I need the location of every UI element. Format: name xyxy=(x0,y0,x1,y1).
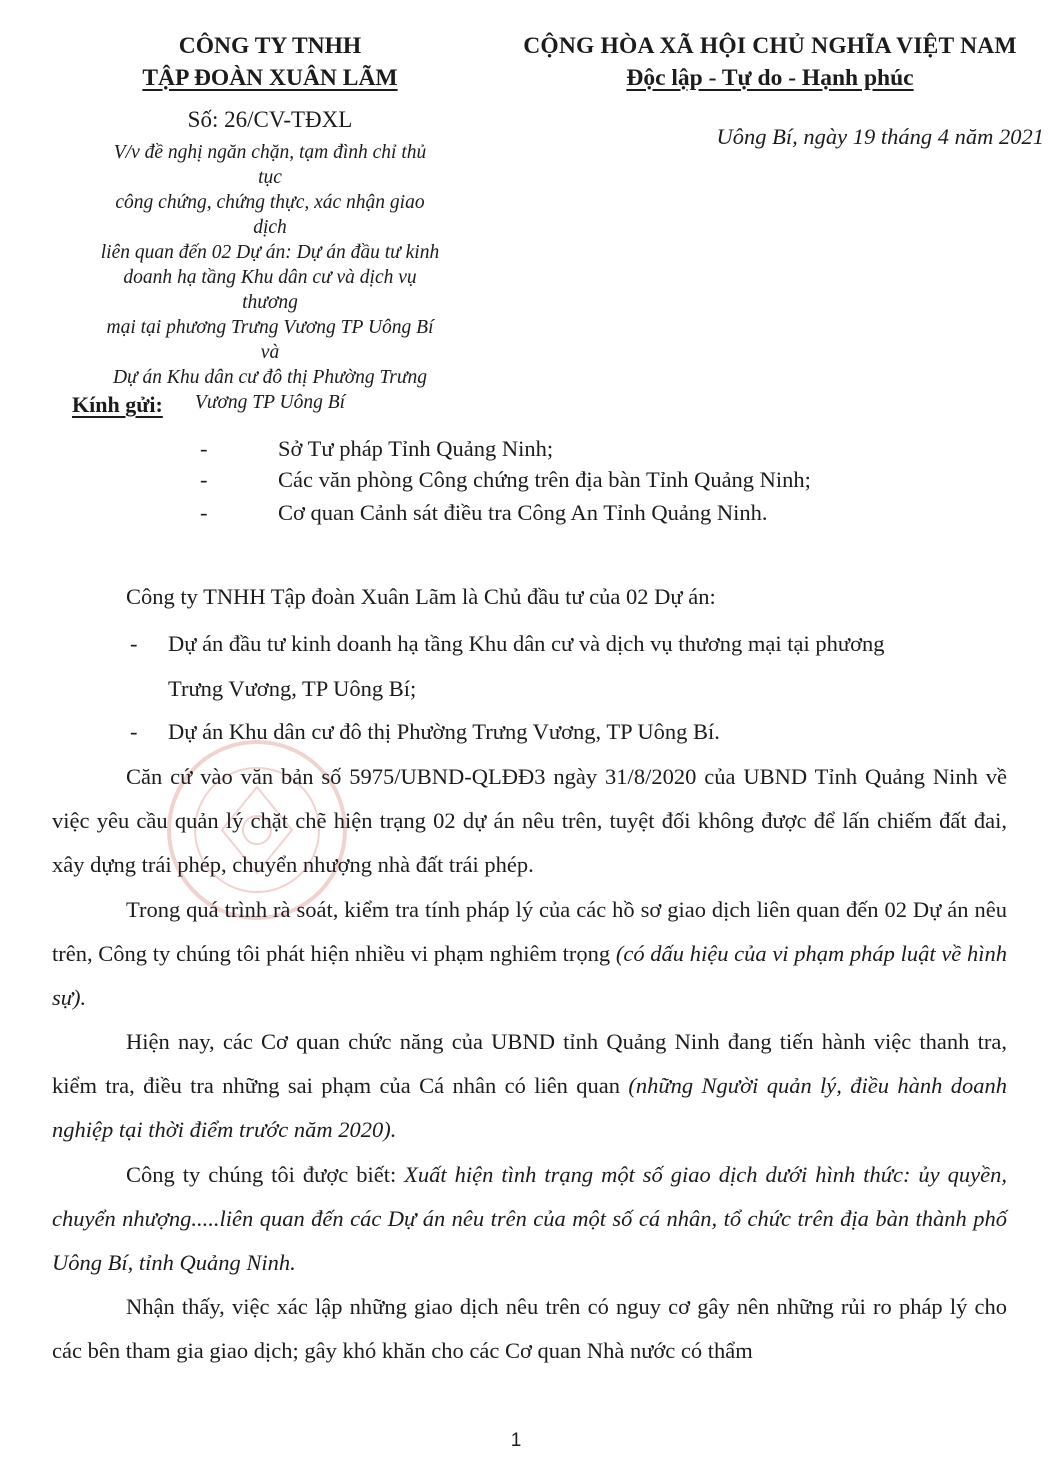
date-line: Uông Bí, ngày 19 tháng 4 năm 2021 xyxy=(716,124,1044,149)
subject-line: V/v đề nghị ngăn chặn, tạm đình chỉ thủ tục xyxy=(113,142,427,188)
national-title: CỘNG HÒA XÃ HỘI CHỦ NGHĨA VIỆT NAM xyxy=(523,33,1017,59)
body-paragraph xyxy=(52,888,1007,1020)
body-paragraph xyxy=(52,1020,1007,1152)
recipient-text: Các văn phòng Công chứng trên địa bàn Tỉnh Quảng Ninh; xyxy=(278,467,811,492)
paragraph-text: Trong quá trình rà soát, kiểm tra tính pháp lý của các hồ sơ giao dịch liên quan đến 02 Dự án nêu trên, Công ty chúng tôi phát hiện nhiều vi phạm nghiêm trọng xyxy=(52,897,1007,966)
list-dash: - xyxy=(200,436,208,461)
company-name-line2: TẬP ĐOÀN XUÂN LÃM xyxy=(142,65,398,91)
company-name-line1: CÔNG TY TNHH xyxy=(178,33,362,59)
intro-paragraph xyxy=(52,575,1007,619)
national-title-block xyxy=(480,30,1060,94)
list-dash: - xyxy=(130,631,138,656)
document-number: Số: 26/CV-TĐXL xyxy=(187,107,353,132)
list-dash: - xyxy=(200,500,208,525)
recipient-text: Cơ quan Cảnh sát điều tra Công An Tỉnh Quảng Ninh. xyxy=(278,500,768,525)
project-item-continuation: Trưng Vương, TP Uông Bí; xyxy=(168,676,417,701)
subject-line: công chứng, chứng thực, xác nhận giao dịch xyxy=(115,192,425,238)
paragraph-text: Căn cứ vào văn bản số 5975/UBND-QLĐĐ3 ngày 31/8/2020 của UBND Tỉnh Quảng Ninh về việc yêu cầu quản lý chặt chẽ hiện trạng 02 dự án nêu trên, tuyệt đối không được để lấn chiếm đất đai, xây dựng trái phép, chuyển nhượng nhà đất trái phép. xyxy=(52,764,1007,877)
body-paragraph xyxy=(52,1285,1007,1373)
paragraph-text: Công ty chúng tôi được biết: xyxy=(126,1162,405,1187)
body-paragraph xyxy=(52,1153,1007,1285)
subject-line: doanh hạ tầng Khu dân cư và dịch vụ thương xyxy=(123,267,417,313)
list-dash: - xyxy=(200,467,208,492)
paragraph-italic-text: (những Người quản lý, điều hành doanh nghiệp tại thời điểm trước năm 2020). xyxy=(52,1073,1008,1142)
list-dash: - xyxy=(130,719,138,744)
subject-line: liên quan đến 02 Dự án: Dự án đầu tư kinh xyxy=(100,242,440,263)
paragraph-text: Nhận thấy, việc xác lập những giao dịch nêu trên có nguy cơ gây nên những rủi ro pháp lý cho các bên tham gia giao dịch; gây khó khăn cho các Cơ quan Nhà nước có thẩm xyxy=(52,1294,1007,1363)
recipient-item xyxy=(200,467,811,493)
subject-line: Vương TP Uông Bí xyxy=(194,392,346,413)
recipient-item xyxy=(200,436,553,462)
subject-line: mại tại phương Trưng Vương TP Uông Bí và xyxy=(106,317,434,363)
national-motto: Độc lập - Tự do - Hạnh phúc xyxy=(626,65,914,91)
paragraph-italic-text: Xuất hiện tình trạng một số giao dịch dưới hình thức: ủy quyền, chuyển nhượng.....liên quan đến các Dự án nêu trên của một số cá nhân, tổ chức trên địa bàn thành phố Uông Bí, tỉnh Quảng Ninh. xyxy=(52,1162,1007,1275)
page-number: 1 xyxy=(510,1430,522,1451)
recipient-item xyxy=(200,500,768,526)
project-item xyxy=(130,710,1010,754)
project-item xyxy=(130,622,1010,666)
project-text: Dự án Khu dân cư đô thị Phường Trưng Vương, TP Uông Bí. xyxy=(168,719,720,744)
paragraph-italic-text: (có dấu hiệu của vi phạm pháp luật về hình sự). xyxy=(52,941,1007,1010)
greeting-label: Kính gửi: xyxy=(72,392,163,417)
paragraph-text: Hiện nay, các Cơ quan chức năng của UBND tỉnh Quảng Ninh đang tiến hành việc thanh tra, kiểm tra, điều tra những sai phạm của Cá nhân có liên quan xyxy=(52,1029,1007,1098)
intro-text: Công ty TNHH Tập đoàn Xuân Lãm là Chủ đầu tư của 02 Dự án: xyxy=(126,584,716,609)
recipient-text: Sở Tư pháp Tỉnh Quảng Ninh; xyxy=(278,436,554,461)
subject-line: Dự án Khu dân cư đô thị Phường Trưng xyxy=(112,367,428,388)
body-paragraph xyxy=(52,755,1007,887)
document-subject xyxy=(100,140,440,415)
project-text: Dự án đầu tư kinh doanh hạ tầng Khu dân cư và dịch vụ thương mại tại phương xyxy=(168,631,885,656)
company-block xyxy=(100,30,440,415)
